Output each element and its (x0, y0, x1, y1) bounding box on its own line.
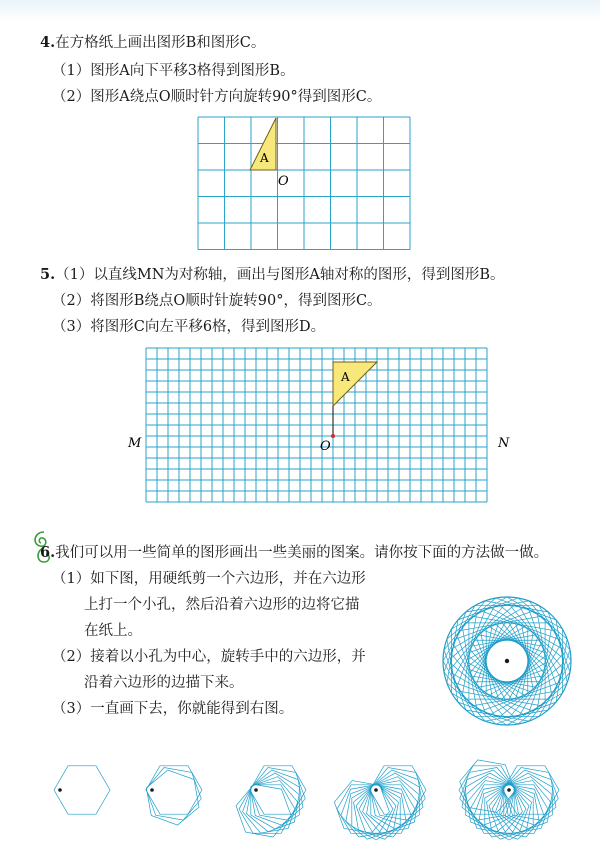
q6-step-1 (54, 766, 110, 814)
q6-item-1-line-2: 上打一个小孔，然后沿着六边形的边将它描 (84, 597, 360, 613)
q6-step-4-hexagon (336, 776, 401, 845)
q6-step-1-hexagon (54, 766, 110, 814)
q6-item-2-line-1: （2）接着以小孔为中心，旋转手中的六边形，并 (52, 649, 366, 665)
q6-step-3 (231, 765, 311, 845)
q6-step-4-hexagon (325, 770, 398, 844)
q6-step-4-hexagon (352, 773, 422, 846)
q5-item-2: （2）将图形B绕点O顺时针旋转90°，得到图形C。 (52, 293, 382, 309)
q5-point-n-label: N (498, 436, 510, 451)
q6-item-2-line-2: 沿着六边形的边描下来。 (84, 675, 244, 691)
q6-step-3-hexagon (232, 773, 302, 846)
q4-title: 在方格纸上画出图形B和图形C。 (55, 35, 266, 51)
q6-step-3-hole (254, 788, 258, 792)
q6-step-2-hexagon (138, 765, 207, 830)
q6-item-1-line-3: 在纸上。 (84, 623, 142, 639)
q6-step-2-hexagon (146, 766, 202, 814)
q6-step-2-hole (150, 788, 154, 792)
q4-shape-a-label: A (260, 151, 269, 165)
q6-step-5-hexagon (484, 776, 549, 845)
q6-step-4-hole (374, 788, 378, 792)
q5-point-o-label: O (320, 439, 331, 454)
q6-step-5-hole (507, 788, 511, 792)
q5-point-m-label: M (128, 436, 142, 451)
q6-step-1-hole (58, 788, 62, 792)
q4-point-o-label: O (278, 174, 289, 189)
q6-step-5-hexagon (485, 784, 533, 840)
q6-step-4 (325, 765, 431, 845)
q4-item-1: （1）图形A向下平移3格得到图形B。 (52, 63, 295, 79)
q4-item-2: （2）图形A绕点O顺时针方向旋转90°得到图形C。 (52, 89, 382, 105)
q6-step-4-hexagon (330, 773, 400, 846)
q6-step-5-hexagon (485, 773, 555, 846)
q5-item-3: （3）将图形C向左平移6格，得到图形D。 (52, 319, 326, 335)
q6-step-3-hexagon (250, 766, 306, 814)
q4-number: 4. (40, 34, 56, 51)
q6-item-3: （3）一直画下去，你就能得到右图。 (52, 701, 294, 717)
q6-step-3-hexagon (236, 768, 310, 841)
q6-step-5-hexagon (463, 773, 533, 846)
q6-step-4-hexagon (354, 770, 427, 844)
q6-item-1-line-1: （1）如下图，用硬纸剪一个六边形，并在六边形 (52, 571, 366, 587)
q6-title: 我们可以用一些简单的图形画出一些美丽的图案。请你按下面的方法做一做。 (55, 545, 549, 561)
q6-step-4-hexagon (370, 766, 426, 814)
q6-step-5 (454, 757, 565, 845)
q6-step-5-hexagon (469, 776, 534, 845)
q5-shape-a-label: A (341, 370, 350, 384)
q6-step-4-hexagon (352, 784, 400, 840)
q6-step-5-hexagon (487, 770, 560, 844)
q6-number: 6. (40, 544, 56, 561)
q6-step-3-hexagon (231, 776, 296, 845)
q6-step-2 (138, 765, 207, 830)
q6-step-3-hexagon (234, 770, 307, 844)
q6-step-3-hexagon (242, 765, 311, 830)
q5-item-1-text: （1）以直线MN为对称轴，画出与图形A轴对称的图形，得到图形B。 (55, 267, 505, 283)
q6-step-3-hexagon (239, 766, 312, 836)
q5-number: 5. (40, 266, 56, 283)
q6-step-4-hexagon (362, 765, 431, 830)
q6-step-5-hexagon (454, 766, 527, 836)
q6-step-4-hexagon (351, 776, 416, 845)
q6-step-5-hexagon (492, 766, 565, 836)
q6-step-4-hexagon (359, 766, 432, 836)
